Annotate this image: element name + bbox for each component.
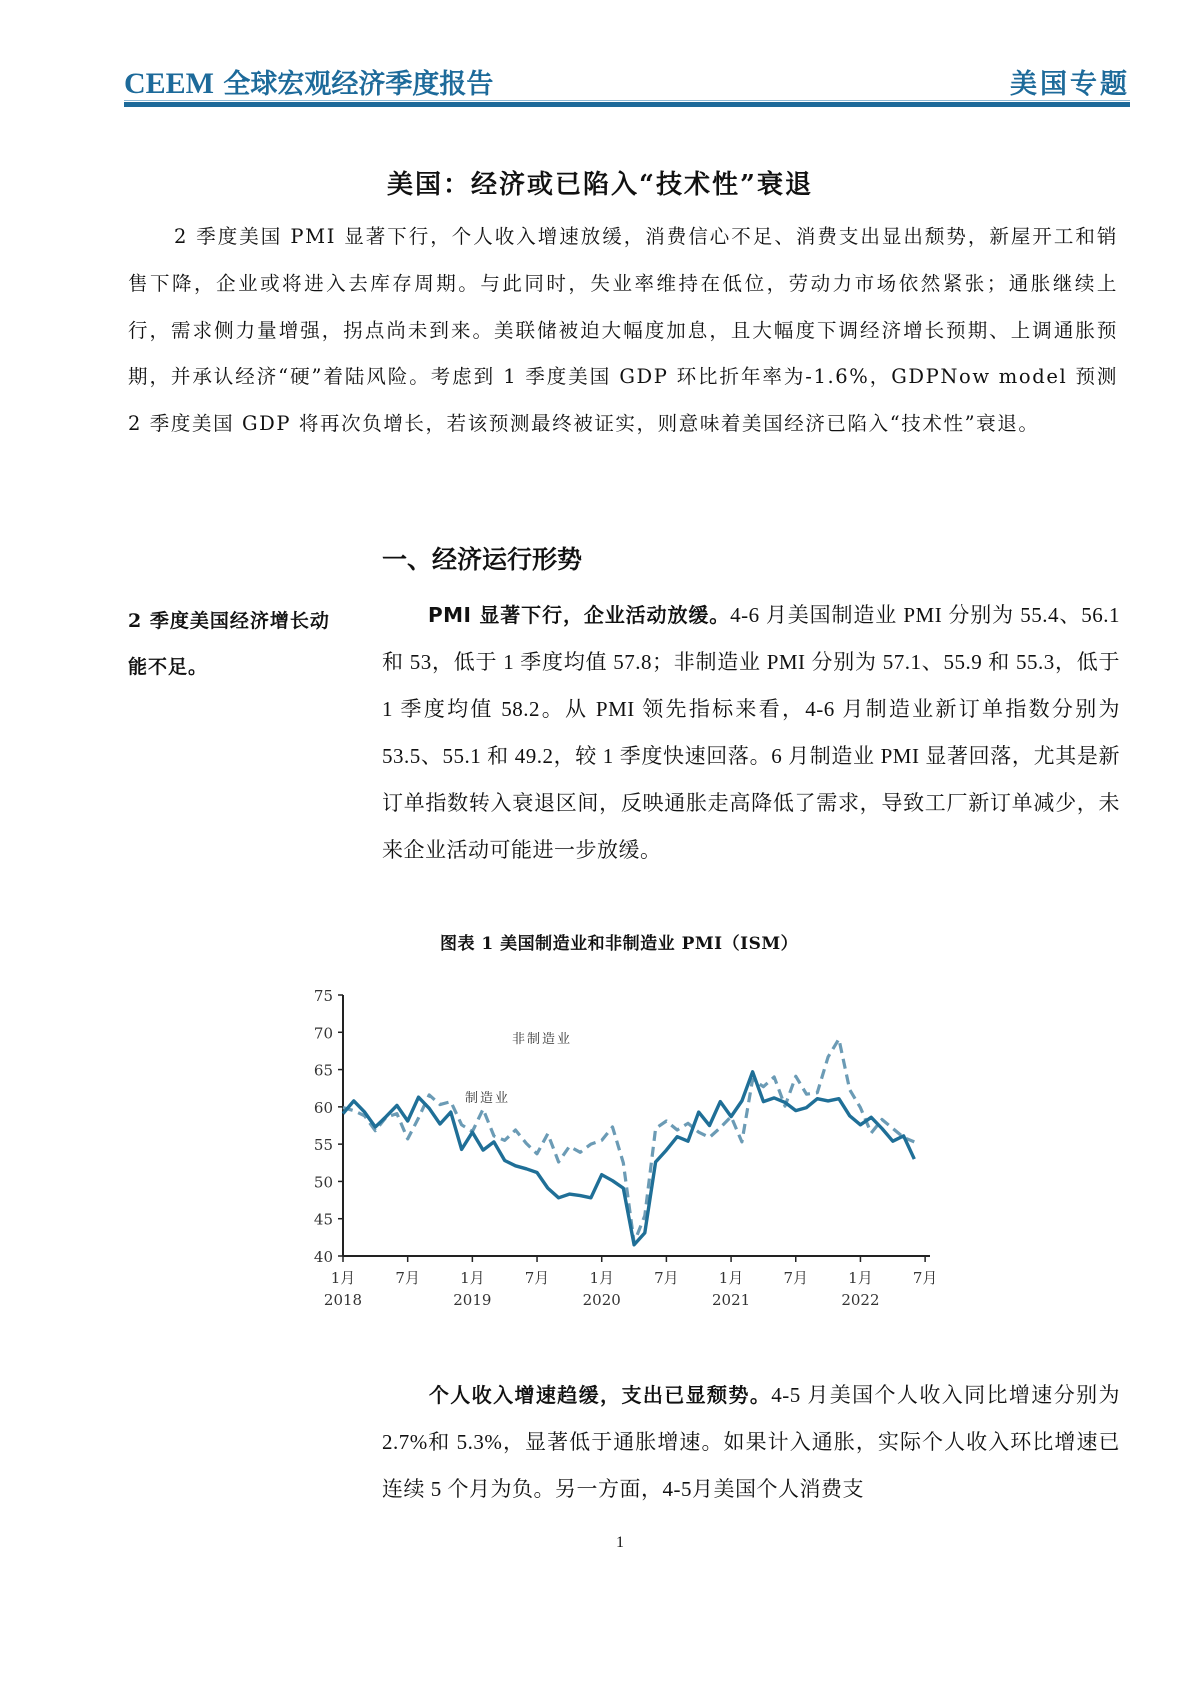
section-heading: 一、经济运行形势: [382, 545, 583, 574]
x-tick-month-label: 1月: [589, 1269, 614, 1287]
y-tick-label: 60: [313, 1098, 333, 1117]
margin-note: 2 季度美国经济增长动能不足。: [128, 610, 330, 678]
figure-caption: 图表 1 美国制造业和非制造业 PMI（ISM）: [440, 934, 799, 954]
series-label: 制造业: [465, 1091, 511, 1106]
abstract-text: 2 季度美国 PMI 显著下行，个人收入增速放缓，消费信心不足、消费支出显出颓势，新屋开工和销售下降，企业或将进入去库存周期。与此同时，失业率维持在低位，劳动力市场依然紧张；通胀继续上行，需求侧力量增强，拐点尚未到来。美联储被迫大幅度加息，且大幅度下调经济增长预期、上调通胀预期，并承认经济“硬”着陆风险。考虑到 1 季度美国 GDP 环比折年率为-1.6%，GDPNow model 预测 2 季度美国 GDP 将再次负增长，若该预测最终被证实，则意味着美国经济已陷入“技术性”衰退。: [128, 225, 1118, 436]
x-tick-month-label: 7月: [524, 1269, 550, 1287]
x-tick-month-label: 7月: [395, 1269, 420, 1287]
x-tick-month-label: 1月: [330, 1269, 356, 1287]
y-tick-label: 70: [313, 1024, 333, 1043]
paragraph-lead: PMI 显著下行，企业活动放缓。: [428, 603, 731, 627]
y-tick-label: 45: [313, 1210, 333, 1229]
page-number: 1: [616, 1534, 624, 1551]
paragraph-text: 4-5 月美国个人收入同比增速分别为 2.7%和 5.3%，显著低于通胀增速。如果计入通胀，实际个人收入环比增速已连续 5 个月为负。另一方面，4-5月美国个人消费支: [382, 1383, 1120, 1501]
report-title: [124, 62, 493, 101]
pmi-line-chart: [290, 985, 940, 1325]
article-title: 美国：经济或已陷入“技术性”衰退: [387, 170, 813, 200]
y-tick-label: 40: [313, 1248, 333, 1266]
chart-canvas: [290, 985, 940, 1325]
report-topic: 美国专题: [1010, 69, 1130, 100]
header-divider-thin: [124, 100, 1130, 101]
x-tick-month-label: 7月: [783, 1269, 809, 1287]
header-divider: [124, 102, 1130, 107]
x-tick-month-label: 7月: [654, 1269, 679, 1287]
x-tick-year-label: 2020: [582, 1291, 621, 1309]
x-tick-month-label: 1月: [718, 1269, 744, 1287]
y-tick-label: 65: [313, 1061, 333, 1080]
body-paragraph-pmi: [382, 592, 1120, 874]
x-tick-year-label: 2019: [453, 1291, 492, 1309]
x-tick-month-label: 7月: [912, 1269, 938, 1287]
x-tick-month-label: 1月: [460, 1269, 485, 1287]
x-tick-year-label: 2021: [711, 1291, 751, 1309]
paragraph-lead: 个人收入增速趋缓，支出已显颓势。: [428, 1383, 772, 1407]
y-tick-label: 50: [313, 1173, 333, 1192]
manufacturing-series-line: [343, 1072, 914, 1245]
series-label: 非制造业: [512, 1032, 573, 1047]
report-series-name: 全球宏观经济季度报告: [214, 69, 494, 100]
y-tick-label: 55: [313, 1136, 333, 1155]
x-tick-month-label: 1月: [848, 1269, 873, 1287]
x-tick-year-label: 2018: [323, 1291, 363, 1309]
y-tick-label: 75: [313, 987, 333, 1005]
report-brand: CEEM: [124, 67, 214, 100]
paragraph-text: 4-6 月美国制造业 PMI 分别为 55.4、56.1 和 53，低于 1 季度均值 57.8；非制造业 PMI 分别为 57.1、55.9 和 55.3，低于 1 季度均值 58.2。从 PMI 领先指标来看，4-6 月制造业新订单指数分别为 53.5、55.1 和 49.2，较 1 季度快速回落。6 月制造业 PMI 显著回落，尤其是新订单指数转入衰退区间，反映通胀走高降低了需求，导致工厂新订单减少，未来企业活动可能进一步放缓。: [382, 603, 1121, 862]
abstract-paragraph: [128, 214, 1118, 448]
x-tick-year-label: 2022: [841, 1291, 880, 1309]
body-paragraph-income: [382, 1372, 1120, 1513]
